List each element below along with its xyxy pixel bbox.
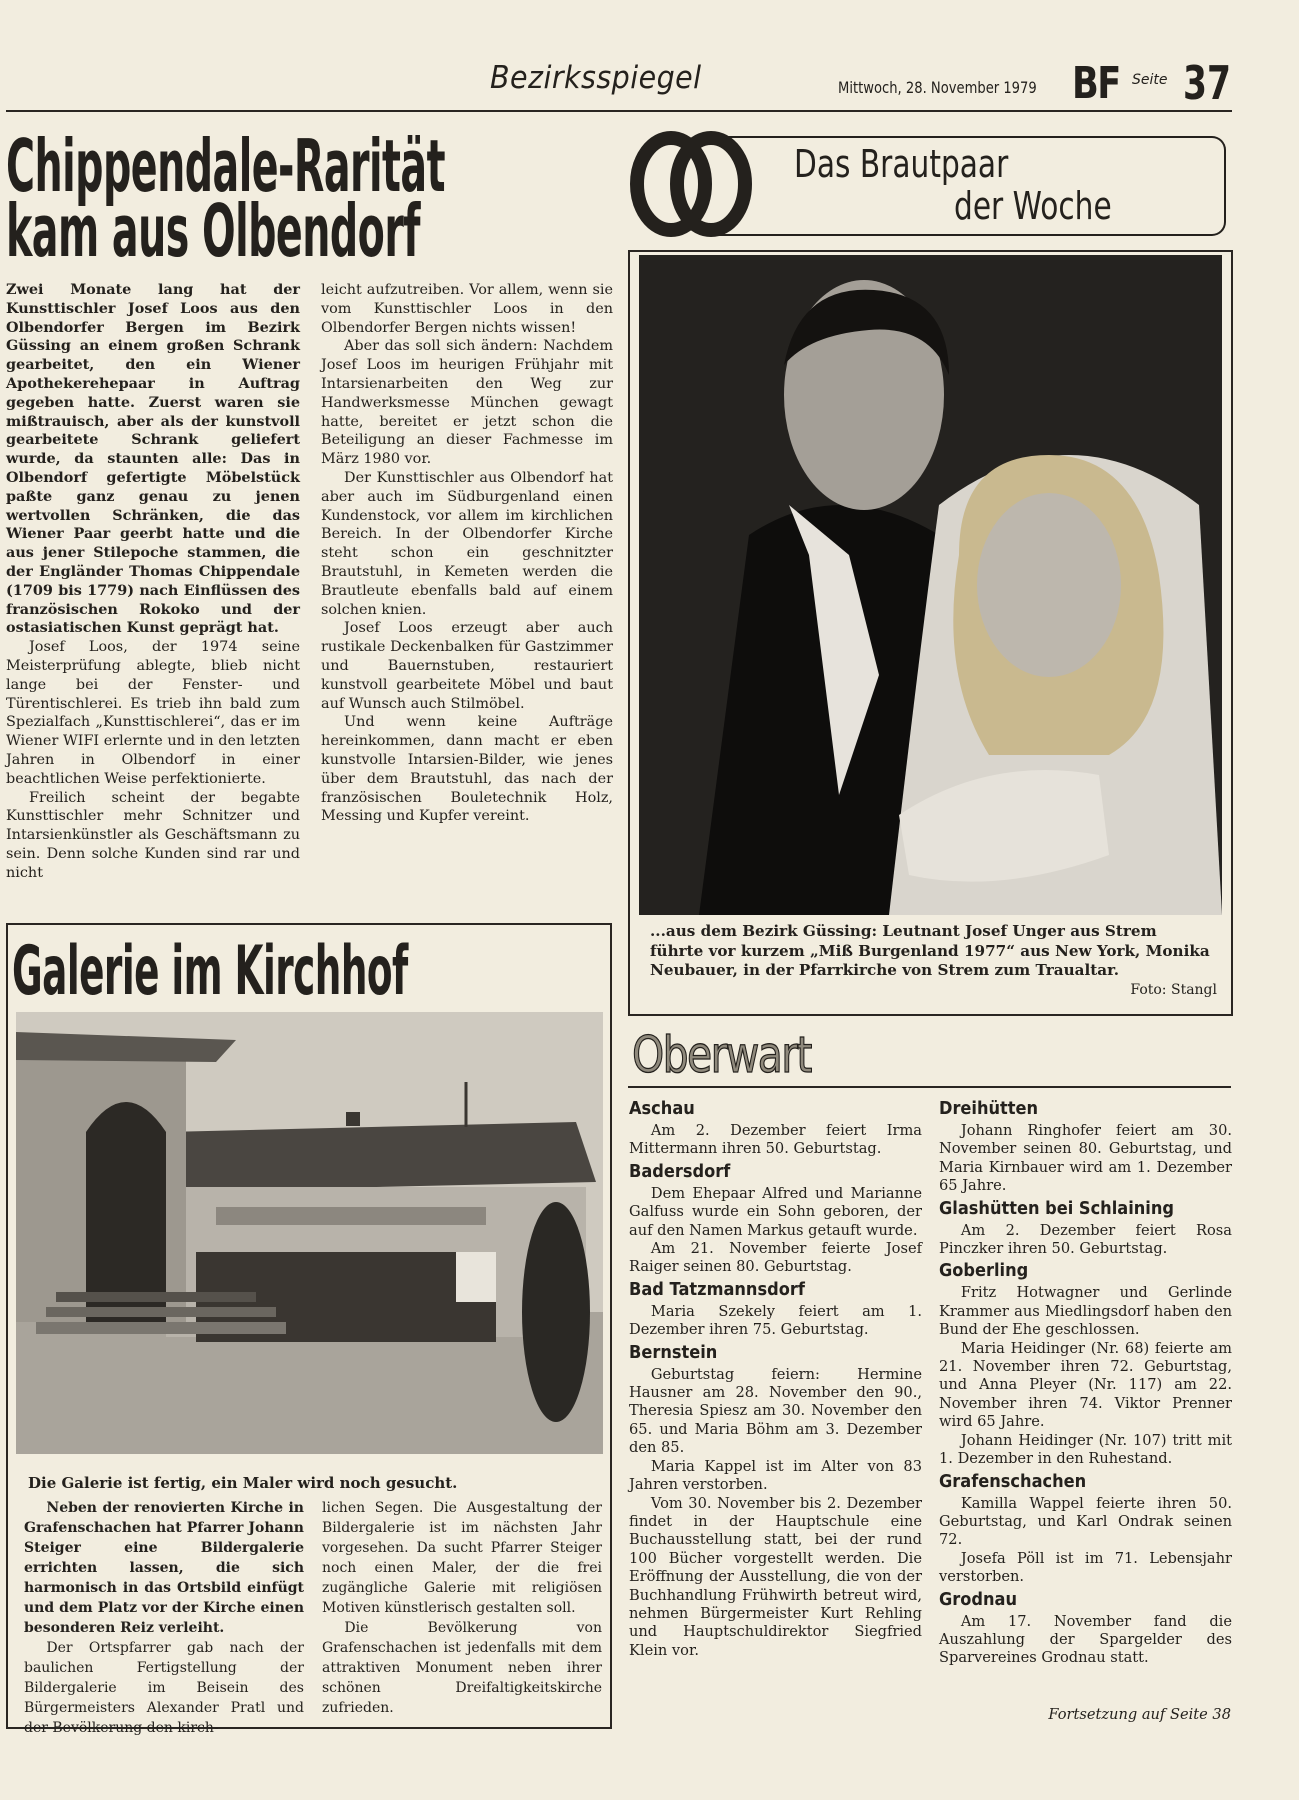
brautpaar-title-line-2: der Woche [954,184,1112,228]
oberwart-rule [628,1086,1231,1088]
paragraph: Maria Szekely feiert am 1. Dezember ihren 75. Geburtstag. [629,1302,922,1339]
paragraph: Die Bevölkerung von Grafenschachen ist jedenfalls mit dem attraktiven Monument neben ihrer schönen Dreifaltigkeitskirche zufrieden. [322,1620,602,1716]
paragraph: Freilich scheint der begabte Kunsttischler mehr Schnitzer und Intarsienkünstler als Geschäftsmann zu sein. Denn solche Kunden sind rar und nicht [6,789,300,881]
entry-text [939,1613,1232,1668]
entry-text [939,1495,1232,1587]
entry-text [629,1303,922,1340]
oberwart-column-1 [629,1096,922,1660]
place-heading: Grafenschachen [939,1470,1087,1492]
brautpaar-box [628,250,1233,1016]
brautpaar-caption: ...aus dem Bezirk Güssing: Leutnant Josef Unger aus Strem führte vor kurzem „Miß Burgenland 1977“ aus New York, Monika Neubauer, in der Pfarrkirche von Strem zum Traualtar. [650,922,1210,979]
galerie-column-1 [24,1498,304,1738]
wedding-couple-photo [639,255,1222,915]
place-heading: Aschau [629,1098,695,1119]
lead-paragraph: Neben der renovierten Kirche in Grafenschachen hat Pfarrer Johann Steiger eine Bildergalerie errichten lassen, die sich harmonisch in das Ortsbild einfügt und dem Platz vor der Kirche einen besonderen Reiz verleiht. [24,1500,304,1636]
article-column-2 [321,281,613,826]
entry-text [629,1122,922,1159]
headline-line-2: kam aus Olbendorf [6,189,420,273]
article-column-1 [6,281,300,883]
section-title: Bezirksspiegel [490,60,702,96]
paragraph: Am 21. November feierte Josef Raiger seinen 80. Geburtstag. [629,1240,922,1276]
paragraph: Und wenn keine Aufträge hereinkommen, dann macht er eben kunstvolle Intarsien-Bilder, wie jenes über dem Brautstuhl, das nach der französischen Bouletechnik Holz, Messing und Kupfer vereint. [321,714,613,825]
news-entry [629,1161,922,1277]
paragraph: Der Kunsttischler aus Olbendorf hat aber auch im Südburgenland einen Kundenstock, vor allem im kirchlichen Bereich. In der Olbendorfer Kirche steht schon ein geschnitzter Brautstuhl, in Kemeten werden die Brautleute ebenfalls bald auf einem solchen knien. [321,469,613,618]
paragraph: Josef Loos, der 1974 seine Meisterprüfung ablegte, blieb nicht lange bei der Fenster- und Türentischlerei. Es trieb ihn bald zum Spezialfach „Kunsttischlerei“, das er im Wiener WIFI erlernte und in den letzten Jahren in Olbendorf in einer beachtlichen Weise perfektionierte. [6,639,300,787]
entry-text [629,1366,922,1661]
news-entry [939,1098,1232,1196]
paragraph: Am 17. November fand die Auszahlung der Spargelder des Sparvereines Grodnau statt. [939,1612,1232,1667]
entry-text [939,1222,1232,1259]
brautpaar-title-line-1: Das Brautpaar [794,142,1009,186]
news-entry [629,1342,922,1661]
paragraph: Josef Loos erzeugt aber auch rustikale Deckenbalken für Gastzimmer und Bauernstuben, restauriert kunstvoll gearbeitete Möbel und baut auf Wunsch auch Stilmöbel. [321,620,613,712]
news-entry [939,1260,1232,1468]
paragraph: Am 2. Dezember feiert Rosa Pinczker ihren 50. Geburtstag. [939,1221,1232,1258]
paragraph: Vom 30. November bis 2. Dezember findet in der Hauptschule eine Buchausstellung statt, bei der rund 100 Bücher vorgestellt werden. Die Eröffnung der Ausstellung, die von der Buchhandlung Frühwirth betreut wird, nehmen Bürgermeister Kurt Rehling und Hauptschuldirektor Siegfried Klein vor. [629,1494,922,1659]
place-heading: Bernstein [629,1341,718,1363]
lead-paragraph: Zwei Monate lang hat der Kunsttischler Josef Loos aus den Olbendorfer Bergen im Bezirk Güssing an einem großen Schrank gearbeitet, den ein Wiener Apothekerehepaar in Auftrag gegeben hatte. Zuerst waren sie mißtrauisch, aber als der kunstvoll gearbeitete Schrank geliefert wurde, da staunten alle: Das in Olbendorf gefertigte Möbelstück paßte ganz genau zu jenen wertvollen Schränken, die das Wiener Paar geerbt hatte und die aus jener Stilepoche stammen, die der Engländer Thomas Chippendale (1709 bis 1779) nach Einflüssen des französischen Rokoko und der ostasiatischen Kunst geprägt hat. [6,281,300,637]
page-number: 37 [1183,56,1232,110]
paragraph: Am 2. Dezember feiert Irma Mittermann ihren 50. Geburtstag. [629,1122,922,1158]
newspaper-logo: BF [1072,58,1120,109]
galerie-article-box [6,923,612,1736]
entry-text [629,1185,922,1277]
place-heading: Grodnau [939,1588,1018,1610]
place-heading: Glashütten bei Schlaining [939,1197,1174,1219]
place-heading: Badersdorf [629,1160,731,1182]
paragraph: Josefa Pöll ist im 71. Lebensjahr verstorben. [939,1549,1232,1586]
paragraph: Johann Heidinger (Nr. 107) tritt mit 1. Dezember in den Ruhestand. [939,1431,1232,1468]
oberwart-column-2 [939,1096,1232,1668]
page-label: Seite [1132,72,1168,88]
oberwart-section-title: Oberwart [632,1026,811,1084]
galerie-headline: Galerie im Kirchhof [12,932,408,1011]
galerie-photo-caption: Die Galerie ist fertig, ein Maler wird noch gesucht. [28,1474,458,1492]
paragraph: Johann Ringhofer feiert am 30. November seinen 80. Geburtstag, und Maria Kirnbauer wird am 1. Dezember 65 Jahre. [939,1122,1232,1195]
galerie-column-2 [322,1498,602,1718]
paragraph: Kamilla Wappel feierte ihren 50. Geburtstag, und Karl Ondrak seinen 72. [939,1494,1232,1549]
header-rule [6,110,1232,112]
news-entry [629,1098,922,1159]
place-heading: Goberling [939,1260,1029,1282]
issue-date: Mittwoch, 28. November 1979 [838,78,1037,97]
photo-credit: Foto: Stangl [1130,982,1217,998]
paragraph: Geburtstag feiern: Hermine Hausner am 28. November den 90., Theresia Spiesz am 30. November den 65. und Maria Böhm am 3. Dezember den 85. [629,1365,922,1457]
paragraph: Der Ortspfarrer gab nach der baulichen Fertigstellung der Bildergalerie im Beisein des Bürgermeisters Alexander Pratl und der Bevölkerung den kirch- [24,1640,304,1736]
paragraph: leicht aufzutreiben. Vor allem, wenn sie vom Kunsttischler Loos in den Olbendorfer Bergen nichts wissen! [321,282,613,336]
news-entry [939,1198,1232,1259]
paragraph: Fritz Hotwagner und Gerlinde Krammer aus Miedlingsdorf haben den Bund der Ehe geschlossen. [939,1284,1232,1339]
news-entry [939,1471,1232,1587]
paragraph: lichen Segen. Die Ausgestaltung der Bildergalerie ist im nächsten Jahr vorgesehen. Da sucht Pfarrer Steiger noch einen Maler, der die frei zugängliche Galerie mit religiösen Motiven künstlerisch gestalten soll. [322,1500,602,1616]
news-entry [939,1589,1232,1668]
paragraph: Dem Ehepaar Alfred und Marianne Galfuss wurde ein Sohn geboren, der auf den Namen Markus getauft wurde. [629,1184,922,1239]
headline-line-1: Chippendale-Rarität [6,124,445,208]
paragraph: Maria Kappel ist im Alter von 83 Jahren verstorben. [629,1457,922,1494]
brautpaar-title-box [716,136,1226,236]
paragraph: Aber das soll sich ändern: Nachdem Josef Loos im heurigen Frühjahr mit Intarsienarbeiten den Weg zur Handwerksmesse München gewagt hatte, bereitet er jetzt schon die Beteiligung an dieser Fachmesse im März 1980 vor. [321,338,613,468]
paragraph: Maria Heidinger (Nr. 68) feierte am 21. November ihren 72. Geburtstag, und Anna Pleyer (Nr. 117) am 22. November ihren 74. Viktor Prenner wird 65 Jahre. [939,1339,1232,1431]
place-heading: Bad Tatzmannsdorf [629,1278,805,1300]
entry-text [939,1122,1232,1196]
place-heading: Dreihütten [939,1098,1039,1119]
continuation-note: Fortsetzung auf Seite 38 [1048,1706,1231,1723]
church-gallery-photo [16,1012,603,1454]
news-entry [629,1279,922,1340]
entry-text [939,1284,1232,1468]
